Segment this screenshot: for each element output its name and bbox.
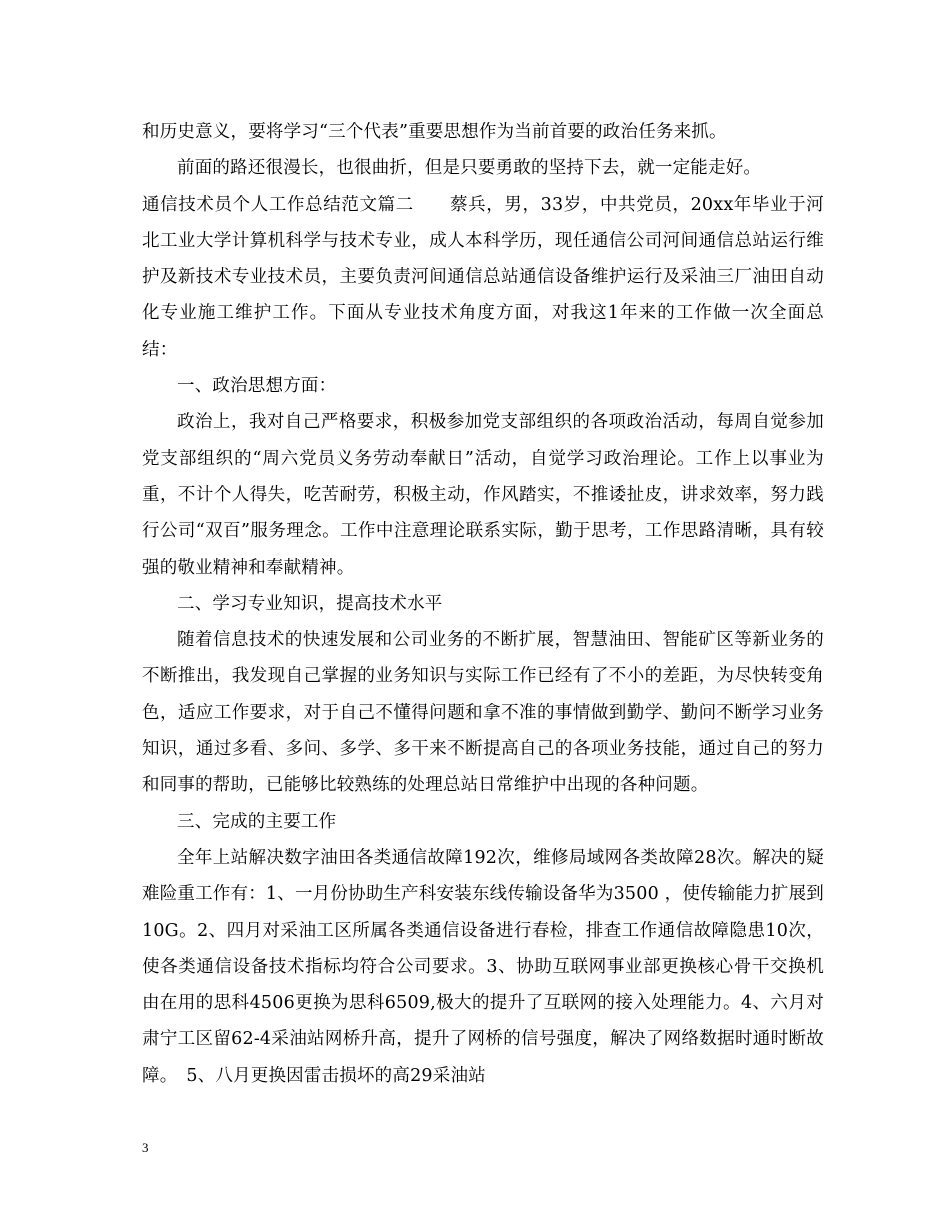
paragraph: 政治上，我对自己严格要求，积极参加党支部组织的各项政治活动，每周自觉参加党支部组织的“周六党员义务劳动奉献日”活动，自觉学习政治理论。工作上以事业为重，不计个人得失，吃苦耐劳，积极主动，作风踏实，不推诿扯皮，讲求效率，努力践行公司“双百”服务理念。工作中注意理论联系实际，勤于思考，工作思路清晰，具有较强的敬业精神和奉献精神。: [142, 412, 824, 578]
paragraph: 和历史意义，要将学习“三个代表”重要思想作为当前首要的政治任务来抓。: [142, 122, 727, 142]
paragraph-section-title: 通信技术员个人工作总结范文篇二 蔡兵，男，33岁，中共党员，20xx年毕业于河北工业大学计算机科学与技术专业，成人本科学历，现任通信公司河间通信总站运行维护及新技术专业技术员，主要负责河间通信总站通信设备维护运行及采油三厂油田自动化专业施工维护工作。下面从专业技术角度方面，对我这1年来的工作做一次全面总结：: [142, 194, 824, 360]
paragraph: 随着信息技术的快速发展和公司业务的不断扩展，智慧油田、智能矿区等新业务的不断推出，我发现自己掌握的业务知识与实际工作已经有了不小的差距，为尽快转变角色，适应工作要求，对于自己不懂得问题和拿不准的事情做到勤学、勤问不断学习业务知识，通过多看、多问、多学、多干来不断提高自己的各项业务技能，通过自己的努力和同事的帮助，已能够比较熟练的处理总站日常维护中出现的各种问题。: [142, 630, 824, 796]
page-number: 3: [142, 1140, 149, 1155]
paragraph: 前面的路还很漫长，也很曲折，但是只要勇敢的坚持下去，就一定能走好。: [177, 158, 762, 179]
heading-main-work: 三、完成的主要工作: [177, 811, 337, 832]
heading-study: 二、学习专业知识，提高技术水平: [177, 593, 443, 614]
heading-political: 一、政治思想方面：: [177, 376, 337, 397]
document-body: [142, 114, 824, 1094]
paragraph: 全年上站解决数字油田各类通信故障192次，维修局域网各类故障28次。解决的疑难险重工作有：1、一月份协助生产科安装东线传输设备华为3500 ，使传输能力扩展到10G。2、四月对采油工区所属各类通信设备进行春检，排查工作通信故障隐患10次，使各类通信设备技术指标均符合公司要求。3、协助互联网事业部更换核心骨干交换机由在用的思科4506更换为思科6509,极大的提升了互联网的接入处理能力。4、六月对肃宁工区留62-4采油站网桥升高，提升了网桥的信号强度，解决了网络数据时通时断故障。 5、八月更换因雷击损坏的高29采油站: [142, 847, 824, 1086]
